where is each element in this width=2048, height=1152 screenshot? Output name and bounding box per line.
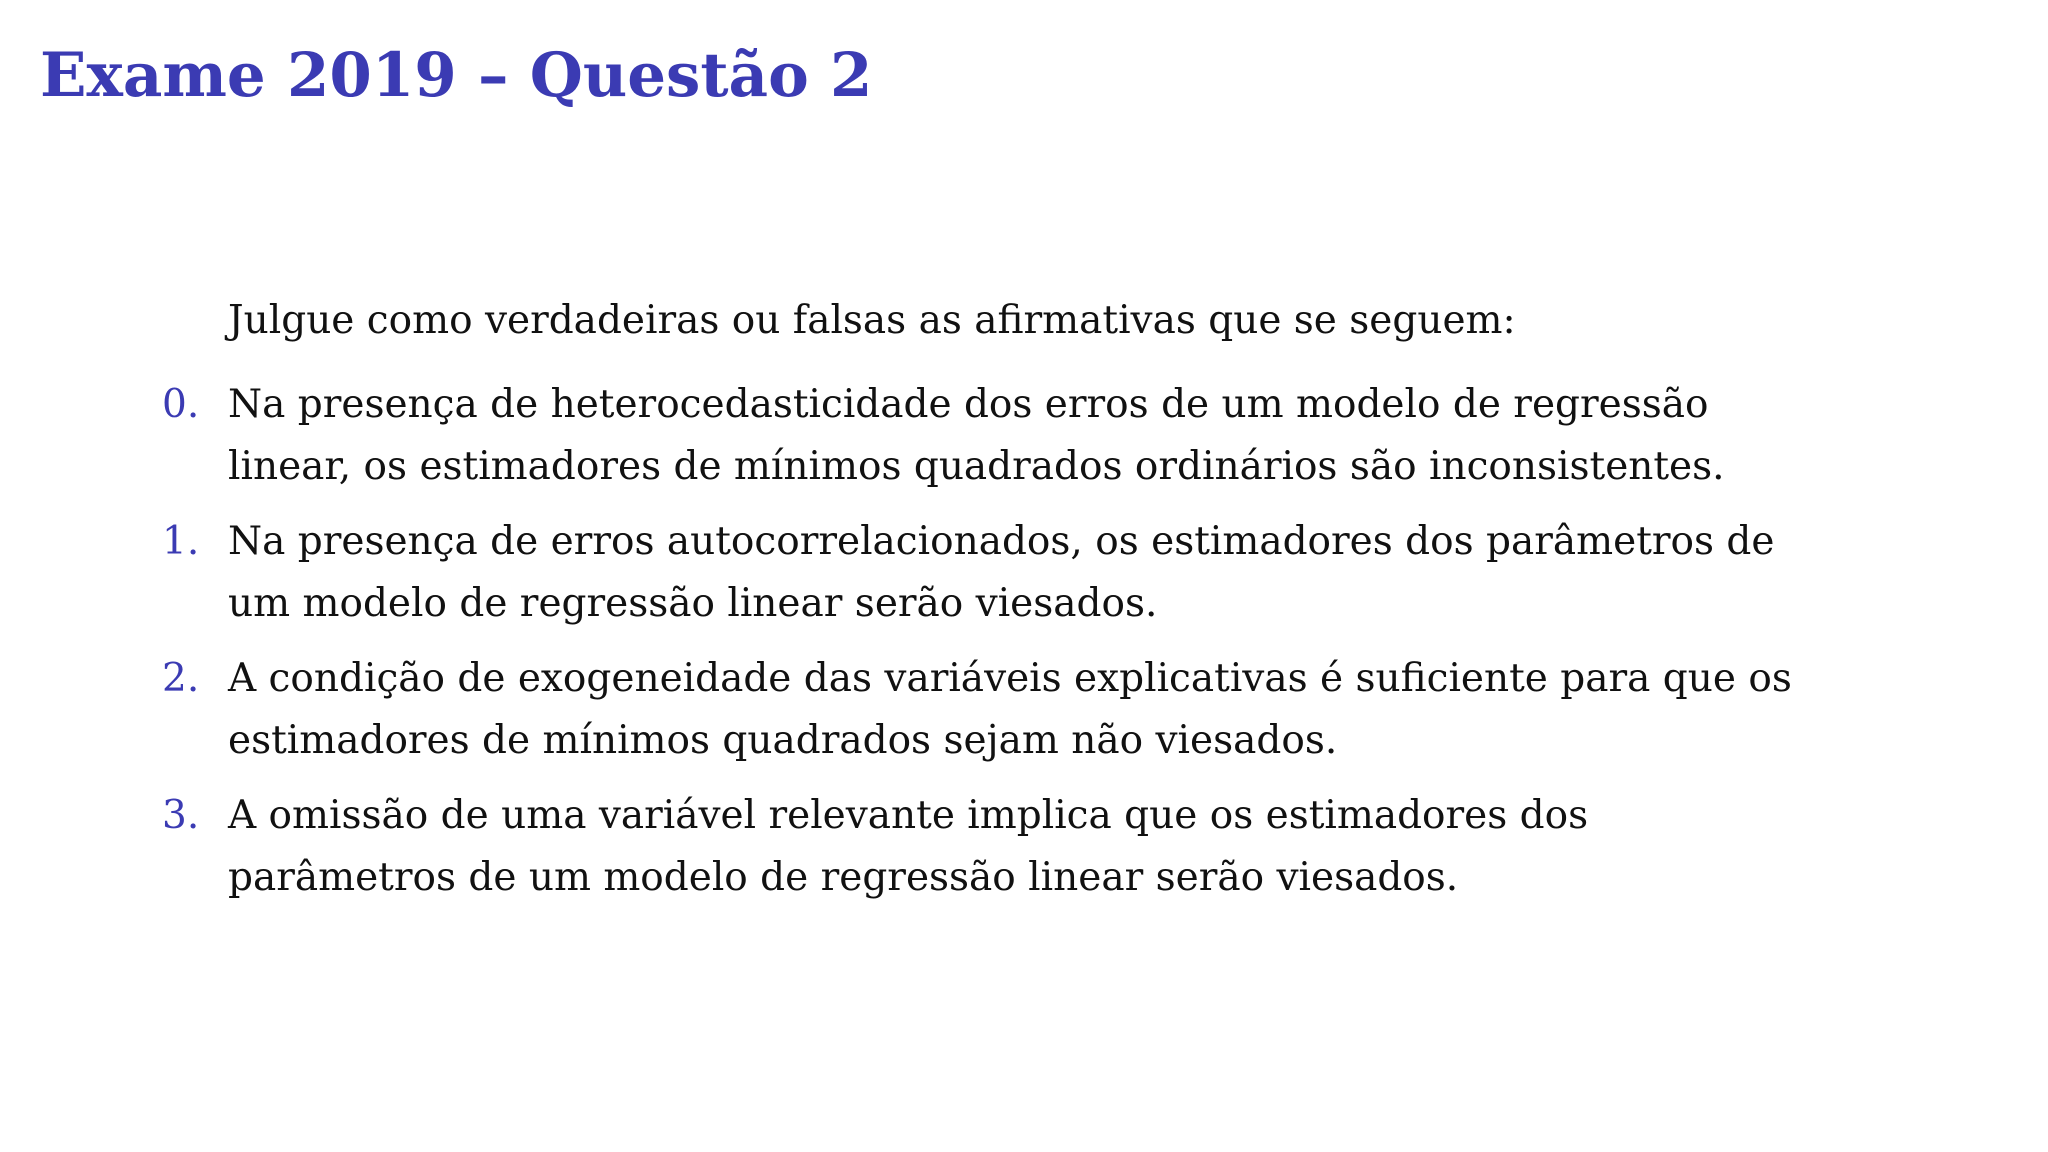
statement-line: Na presença de erros autocorrelacionados, os estimadores dos parâmetros de: [228, 519, 1775, 564]
statement-item-3: [0, 785, 2048, 909]
statement-line: estimadores de mínimos quadrados sejam não viesados.: [228, 718, 1338, 763]
statement-line: Na presença de heterocedasticidade dos erros de um modelo de regressão: [228, 382, 1709, 427]
statement-line: um modelo de regressão linear serão viesados.: [228, 581, 1158, 626]
slide-title: Exame 2019 – Questão 2: [40, 40, 873, 111]
statement-line: linear, os estimadores de mínimos quadrados ordinários são inconsistentes.: [228, 444, 1725, 489]
statement-text: [228, 511, 2008, 635]
statement-number: 2.: [162, 656, 200, 701]
question-intro: Julgue como verdadeiras ou falsas as afirmativas que se seguem:: [228, 298, 1516, 343]
statement-number: 3.: [162, 793, 200, 838]
statement-line: parâmetros de um modelo de regressão linear serão viesados.: [228, 855, 1459, 900]
statement-item-2: [0, 648, 2048, 772]
statement-line: A condição de exogeneidade das variáveis explicativas é suficiente para que os: [228, 656, 1792, 701]
statement-text: [228, 785, 2008, 909]
statement-number: 0.: [162, 382, 200, 427]
statement-text: [228, 374, 2008, 498]
statement-text: [228, 648, 2008, 772]
statement-item-1: [0, 511, 2048, 635]
statement-number: 1.: [162, 519, 200, 564]
statement-item-0: [0, 374, 2048, 498]
statement-list: [0, 374, 2048, 922]
statement-line: A omissão de uma variável relevante implica que os estimadores dos: [228, 793, 1589, 838]
